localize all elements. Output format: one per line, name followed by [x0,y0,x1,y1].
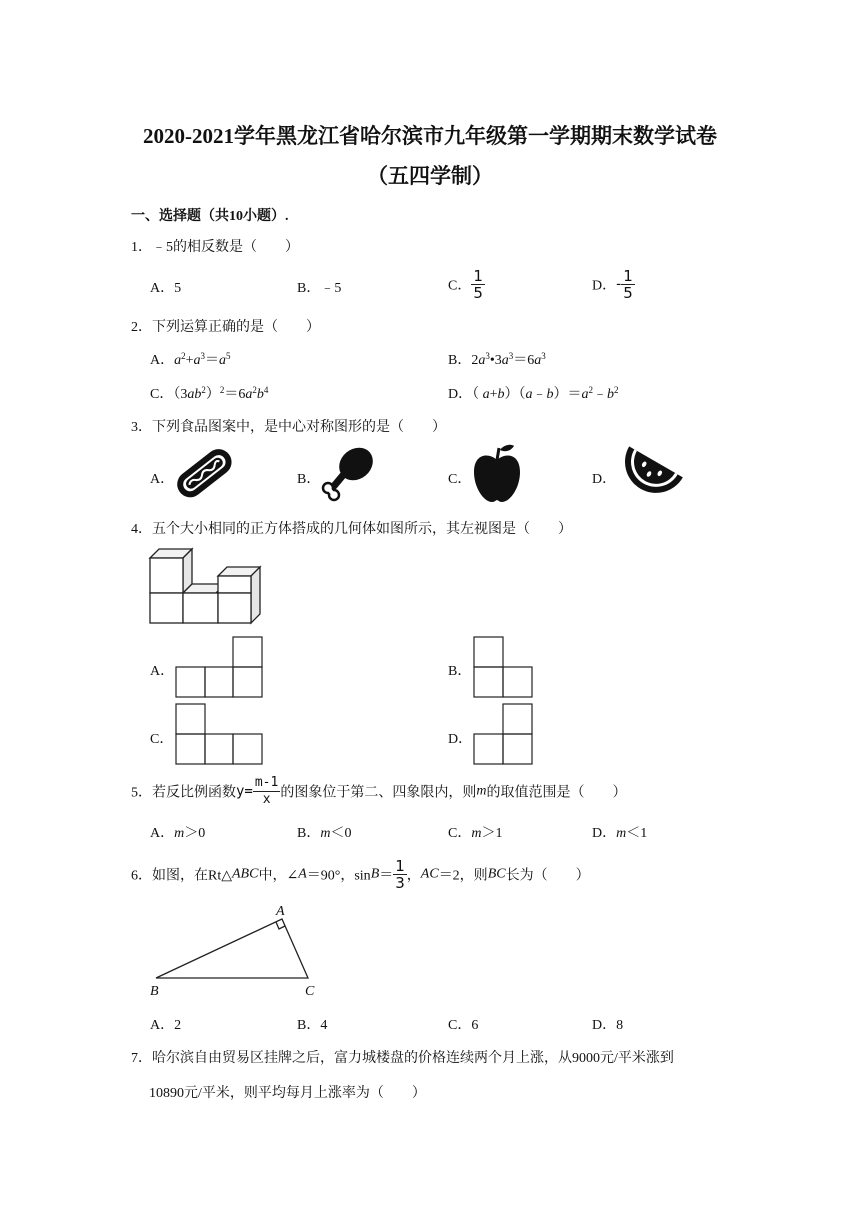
option-b[interactable] [297,822,351,842]
option-d[interactable] [592,268,635,301]
question-number: 6． [131,868,152,884]
fraction-denominator: 5 [473,284,483,302]
question-number: 3． [131,420,152,435]
triangle-figure [148,900,328,1000]
option-relation: ＞0 [184,826,206,841]
option-label: B． [448,353,472,368]
option-d[interactable]: D． [448,732,473,747]
vertex-a-label: A [276,904,285,919]
option-a[interactable]: A．5 [150,281,182,296]
question-text: ﹣5的相反数是（ ） [152,240,299,255]
question-2 [131,316,320,336]
vertex-b-label: B [150,984,159,999]
option-a[interactable]: A．2 [150,1018,182,1033]
section-heading: 一、选择题（共10小题）. [131,209,289,224]
fraction-numerator: m-1 [254,775,279,790]
question-text: 哈尔滨自由贸易区挂牌之后，富力城楼盘的价格连续两个月上涨，从9000元/平米涨到 [152,1051,674,1066]
angle-variable: A [298,866,307,882]
question-text: 下列食品图案中，是中心对称图形的是（ ） [152,420,446,435]
page-title: 2020-2021学年黑龙江省哈尔滨市九年级第一学期期末数学试卷 [143,124,717,148]
option-a[interactable]: A． [150,472,175,487]
question-4 [131,518,572,538]
option-d-view-figure [473,703,533,765]
option-label: D． [592,278,617,294]
fraction-denominator: x [262,792,271,807]
question-number: 7． [131,1051,152,1066]
variable: m [174,826,185,841]
question-3 [131,416,446,436]
fraction-denominator: 3 [395,874,405,892]
sin-variable: B [370,866,380,882]
option-label: C． [448,278,472,294]
question-text: 的取值范围是（ ） [486,785,627,801]
option-label: C． [448,826,472,841]
variable: m [471,826,482,841]
fraction-numerator: 1 [395,857,405,875]
minus-sign: - [616,276,622,293]
option-c[interactable] [448,268,485,301]
variable: m [476,783,487,799]
question-number: 1． [131,240,152,255]
segment-ac: AC [420,866,439,882]
option-relation: ＜1 [626,826,648,841]
equals-sign: ＝ [379,868,394,884]
question-1 [131,236,299,256]
option-c[interactable]: C．6 [448,1018,479,1033]
question-text: 中，∠ [258,868,299,884]
fraction [621,268,635,301]
option-c[interactable] [150,383,268,403]
function-y: y= [236,783,253,800]
hotdog-icon [172,444,238,504]
fraction [393,858,407,891]
fraction [253,775,280,808]
option-d[interactable]: D．8 [592,1018,624,1033]
option-label: A． [150,826,175,841]
option-b-view-figure [473,636,533,698]
option-c[interactable] [448,822,502,842]
triangle-name: ABC [232,866,259,882]
option-relation: ＞1 [481,826,503,841]
option-a[interactable] [150,822,205,842]
question-7 [131,1047,674,1067]
question-text: ， [406,868,421,884]
segment-bc: BC [487,866,506,882]
fraction-denominator: 5 [623,284,633,302]
option-expression: $a^2+a^3=a^5$ [174,351,231,368]
variable: m [320,826,331,841]
option-a[interactable] [150,349,231,369]
option-b[interactable]: B．﹣5 [297,281,342,296]
question-7-continuation: 10890元/平米，则平均每月上涨率为（ ） [149,1086,426,1101]
option-d[interactable] [592,822,647,842]
option-expression: $2a^3•3a^3=6a^3$ [471,351,546,368]
option-a[interactable]: A． [150,664,175,679]
fraction-numerator: 1 [623,267,633,285]
option-d[interactable] [448,383,619,403]
option-b[interactable]: B．4 [297,1018,328,1033]
option-label: B． [297,826,321,841]
fraction-numerator: 1 [473,267,483,285]
option-b[interactable]: B． [448,664,472,679]
question-5 [131,775,626,808]
option-relation: ＜0 [330,826,352,841]
option-c[interactable]: C． [150,732,174,747]
apple-icon [470,442,524,504]
question-number: 4． [131,522,152,537]
question-text: ＝2，则 [438,868,488,884]
page-subtitle: （五四学制） [367,164,493,188]
question-text: 如图，在Rt△ [152,868,232,884]
option-expression: $(3ab^2)^2=6a^2b^4$ [173,385,269,402]
option-b[interactable]: B． [297,472,321,487]
question-text: 下列运算正确的是（ ） [152,320,320,335]
vertex-c-label: C [305,984,315,999]
question-text: 若反比例函数 [152,785,236,801]
option-label: D． [592,826,617,841]
option-expression: （ $a+b)(a﹣b)=a^2﹣b^2$ [472,385,619,402]
question-number: 2． [131,320,152,335]
question-6 [131,858,590,891]
cube-solid-figure [146,546,276,630]
option-b[interactable] [448,349,546,369]
question-number: 5． [131,785,152,801]
option-label: A． [150,353,175,368]
fraction [471,268,485,301]
option-label: D． [448,387,473,402]
option-c-view-figure [175,703,263,765]
chicken-drumstick-icon [318,444,378,504]
watermelon-icon [616,446,682,502]
option-label: C． [150,387,174,402]
question-text: ＝90°，sin [306,868,371,884]
option-d[interactable]: D． [592,472,617,487]
question-text: 五个大小相同的正方体搭成的几何体如图所示，其左视图是（ ） [152,522,572,537]
option-a-view-figure [175,636,263,698]
question-text: 长为（ ） [505,868,590,884]
question-text: 的图象位于第二、四象限内，则 [280,785,477,801]
option-c[interactable]: C． [448,472,472,487]
variable: m [616,826,627,841]
